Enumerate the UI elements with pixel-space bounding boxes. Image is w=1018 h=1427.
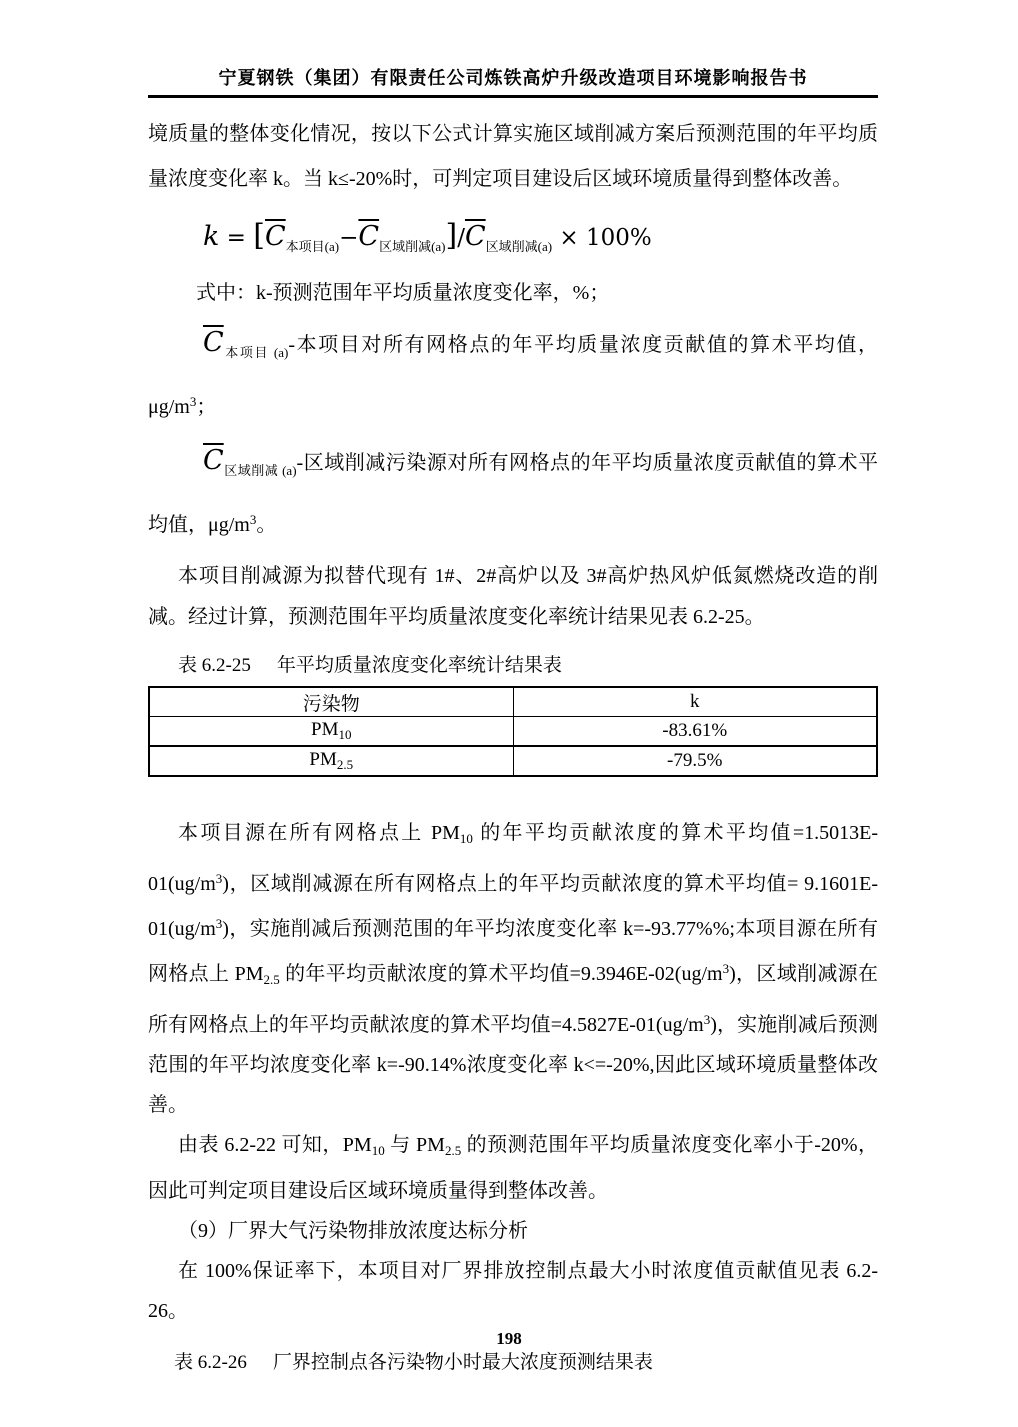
table-caption-label: 表 6.2-26 [174,1352,247,1373]
paragraph-cbar-region-definition: $\overline{C}_{区域削减 (a)}-$区域削减污染源对所有网格点的年平均质量浓度贡献值的算术平均值，$\mu g/m^3$。 [148,445,878,536]
paragraph-cbar-project-definition: $\overline{C}_{本项目 (a)}-$本项目对所有网格点的年平均质量浓度贡献值的算术平均值，$\mu g/m^3$； [148,327,878,418]
table-caption-title: 年平均质量浓度变化率统计结果表 [276,655,562,676]
paragraph-reduction-source: 本项目削减源为拟替代现有 1#、2#高炉以及 3#高炉热风炉低氮燃烧改造的削减。经过计算，预测范围年平均质量浓度变化率统计结果见表 6.2-25。 [148,565,878,628]
table-header-row [149,687,877,717]
table-caption-label: 表 6.2-25 [178,655,251,676]
paragraph-results: 本项目源在所有网格点上 $PM_{10}$ 的年平均贡献浓度的算术平均值$=1.5013E-01(ug/m^3)$，区域削减源在所有网格点上的年平均贡献浓度的算术平均值= $9.1601E-01(ug/m^3)$，实施削减后预测范围的年平均浓度变化率 k=-93.77%%;本项目源在所有网格点上 $PM_{2.5}$ 的年平均贡献浓度的算术平均值$=9.3946E-02(ug/m^3)$，区域削减源在所有网格点上的年平均贡献浓度的算术平均值$=4.5827E-01(ug/m^3)$，实施削减后预测范围的年平均浓度变化率 k=-90.14%浓度变化率 k<=-20%,因此区域环境质量整体改善。 [148,822,879,1116]
table-caption-6-2-25 [148,650,878,682]
cell-k-pm25: -79.5% [513,746,877,776]
table-caption-6-2-26 [148,1347,878,1379]
table-row [149,717,877,747]
table-caption-title: 厂界控制点各污染物小时最大浓度预测结果表 [272,1352,653,1373]
column-header-pollutant: 污染物 [149,687,513,717]
paragraph-boundary-analysis: 在 100%保证率下，本项目对厂界排放控制点最大小时浓度值贡献值见表 6.2-26。 [148,1260,878,1322]
table-6-2-25 [148,686,878,777]
page-body [148,112,878,1379]
formula-k-equation: $k = [\overline{C}_{本项目(a)}-\overline{C}_{区域削减(a)}]/\overline{C}_{区域削减(a)} \times 100\%$ [203,218,652,254]
paragraph-conclusion: 由表 6.2-22 可知，$PM_{10}$ 与 $PM_{2.5}$ 的预测范围年平均质量浓度变化率小于-20%，因此可判定项目建设后区域环境质量得到整体改善。 [148,1134,878,1202]
column-header-k: k [513,687,877,717]
cell-pollutant-pm10: $PM_{10}$ [149,717,513,747]
paragraph-section-9-heading: （9）厂界大气污染物排放浓度达标分析 [178,1220,528,1242]
page-header [148,0,878,98]
page-header-title: 宁夏钢铁（集团）有限责任公司炼铁高炉升级改造项目环境影响报告书 [218,68,808,88]
table-row [149,746,877,776]
paragraph-intro: 境质量的整体变化情况，按以下公式计算实施区域削减方案后预测范围的年平均质量浓度变化率 k。当 k≤-20%时，可判定项目建设后区域环境质量得到整体改善。 [148,123,878,190]
paragraph-formula-legend: 式中：k-预测范围年平均质量浓度变化率，%； [196,282,610,304]
header-divider [148,95,878,98]
page-number: 198 [496,1329,522,1348]
cell-k-pm10: -83.61% [513,717,877,747]
cell-pollutant-pm25: $PM_{2.5}$ [149,746,513,776]
